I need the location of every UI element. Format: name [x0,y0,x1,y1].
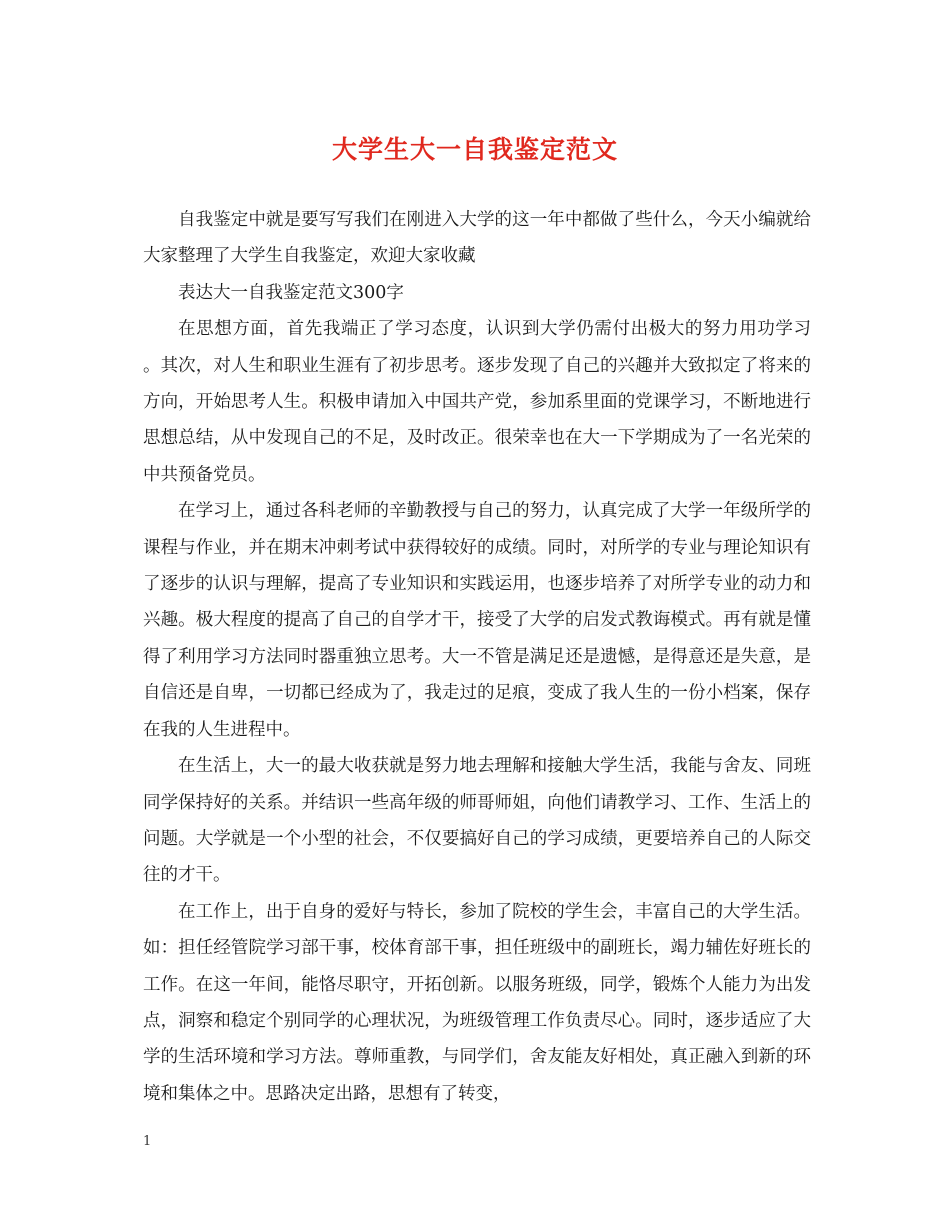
paragraph-intro: 自我鉴定中就是要写写我们在刚进入大学的这一年中都做了些什么，今天小编就给大家整理了大学生自我鉴定，欢迎大家收藏 [143,210,811,267]
document-title: 大学生大一自我鉴定范文 [331,135,618,164]
document-body [143,202,811,1112]
paragraph-study: 在学习上，通过各科老师的辛勤教授与自己的努力，认真完成了大学一年级所学的课程与作业，并在期末冲刺考试中获得较好的成绩。同时，对所学的专业与理论知识有了逐步的认识与理解，提高了专业知识和实践运用，也逐步培养了对所学专业的动力和兴趣。极大程度的提高了自己的自学才干，接受了大学的启发式教诲模式。再有就是懂得了利用学习方法同时器重独立思考。大一不管是满足还是遗憾，是得意还是失意，是自信还是自卑，一切都已经成为了，我走过的足痕，变成了我人生的一份小档案，保存在我的人生进程中。 [143,501,811,740]
page-number: 1 [143,1134,152,1149]
paragraph-life: 在生活上，大一的最大收获就是努力地去理解和接触大学生活，我能与舍友、同班同学保持好的关系。并结识一些高年级的师哥师姐，向他们请教学习、工作、生活上的问题。大学就是一个小型的社会，不仅要搞好自己的学习成绩，更要培养自己的人际交往的才干。 [143,756,811,886]
paragraph-work: 在工作上，出于自身的爱好与特长，参加了院校的学生会，丰富自己的大学生活。如：担任经管院学习部干事，校体育部干事，担任班级中的副班长，竭力辅佐好班长的工作。在这一年间，能恪尽职守，开拓创新。以服务班级，同学，锻炼个人能力为出发点，洞察和稳定个别同学的心理状况，为班级管理工作负责尽心。同时，逐步适应了大学的生活环境和学习方法。尊师重教，与同学们，舍友能友好相处，真正融入到新的环境和集体之中。思路决定出路，思想有了转变， [143,901,811,1104]
paragraph-thought: 在思想方面，首先我端正了学习态度，认识到大学仍需付出极大的努力用功学习 。其次，对人生和职业生涯有了初步思考。逐步发现了自己的兴趣并大致拟定了将来的方向，开始思考人生。积极申请加入中国共产党，参加系里面的党课学习，不断地进行思想总结，从中发现自己的不足，及时改正。很荣幸也在大一下学期成为了一名光荣的中共预备党员。 [143,319,811,485]
paragraph-subtitle: 表达大一自我鉴定范文300字 [178,282,404,303]
